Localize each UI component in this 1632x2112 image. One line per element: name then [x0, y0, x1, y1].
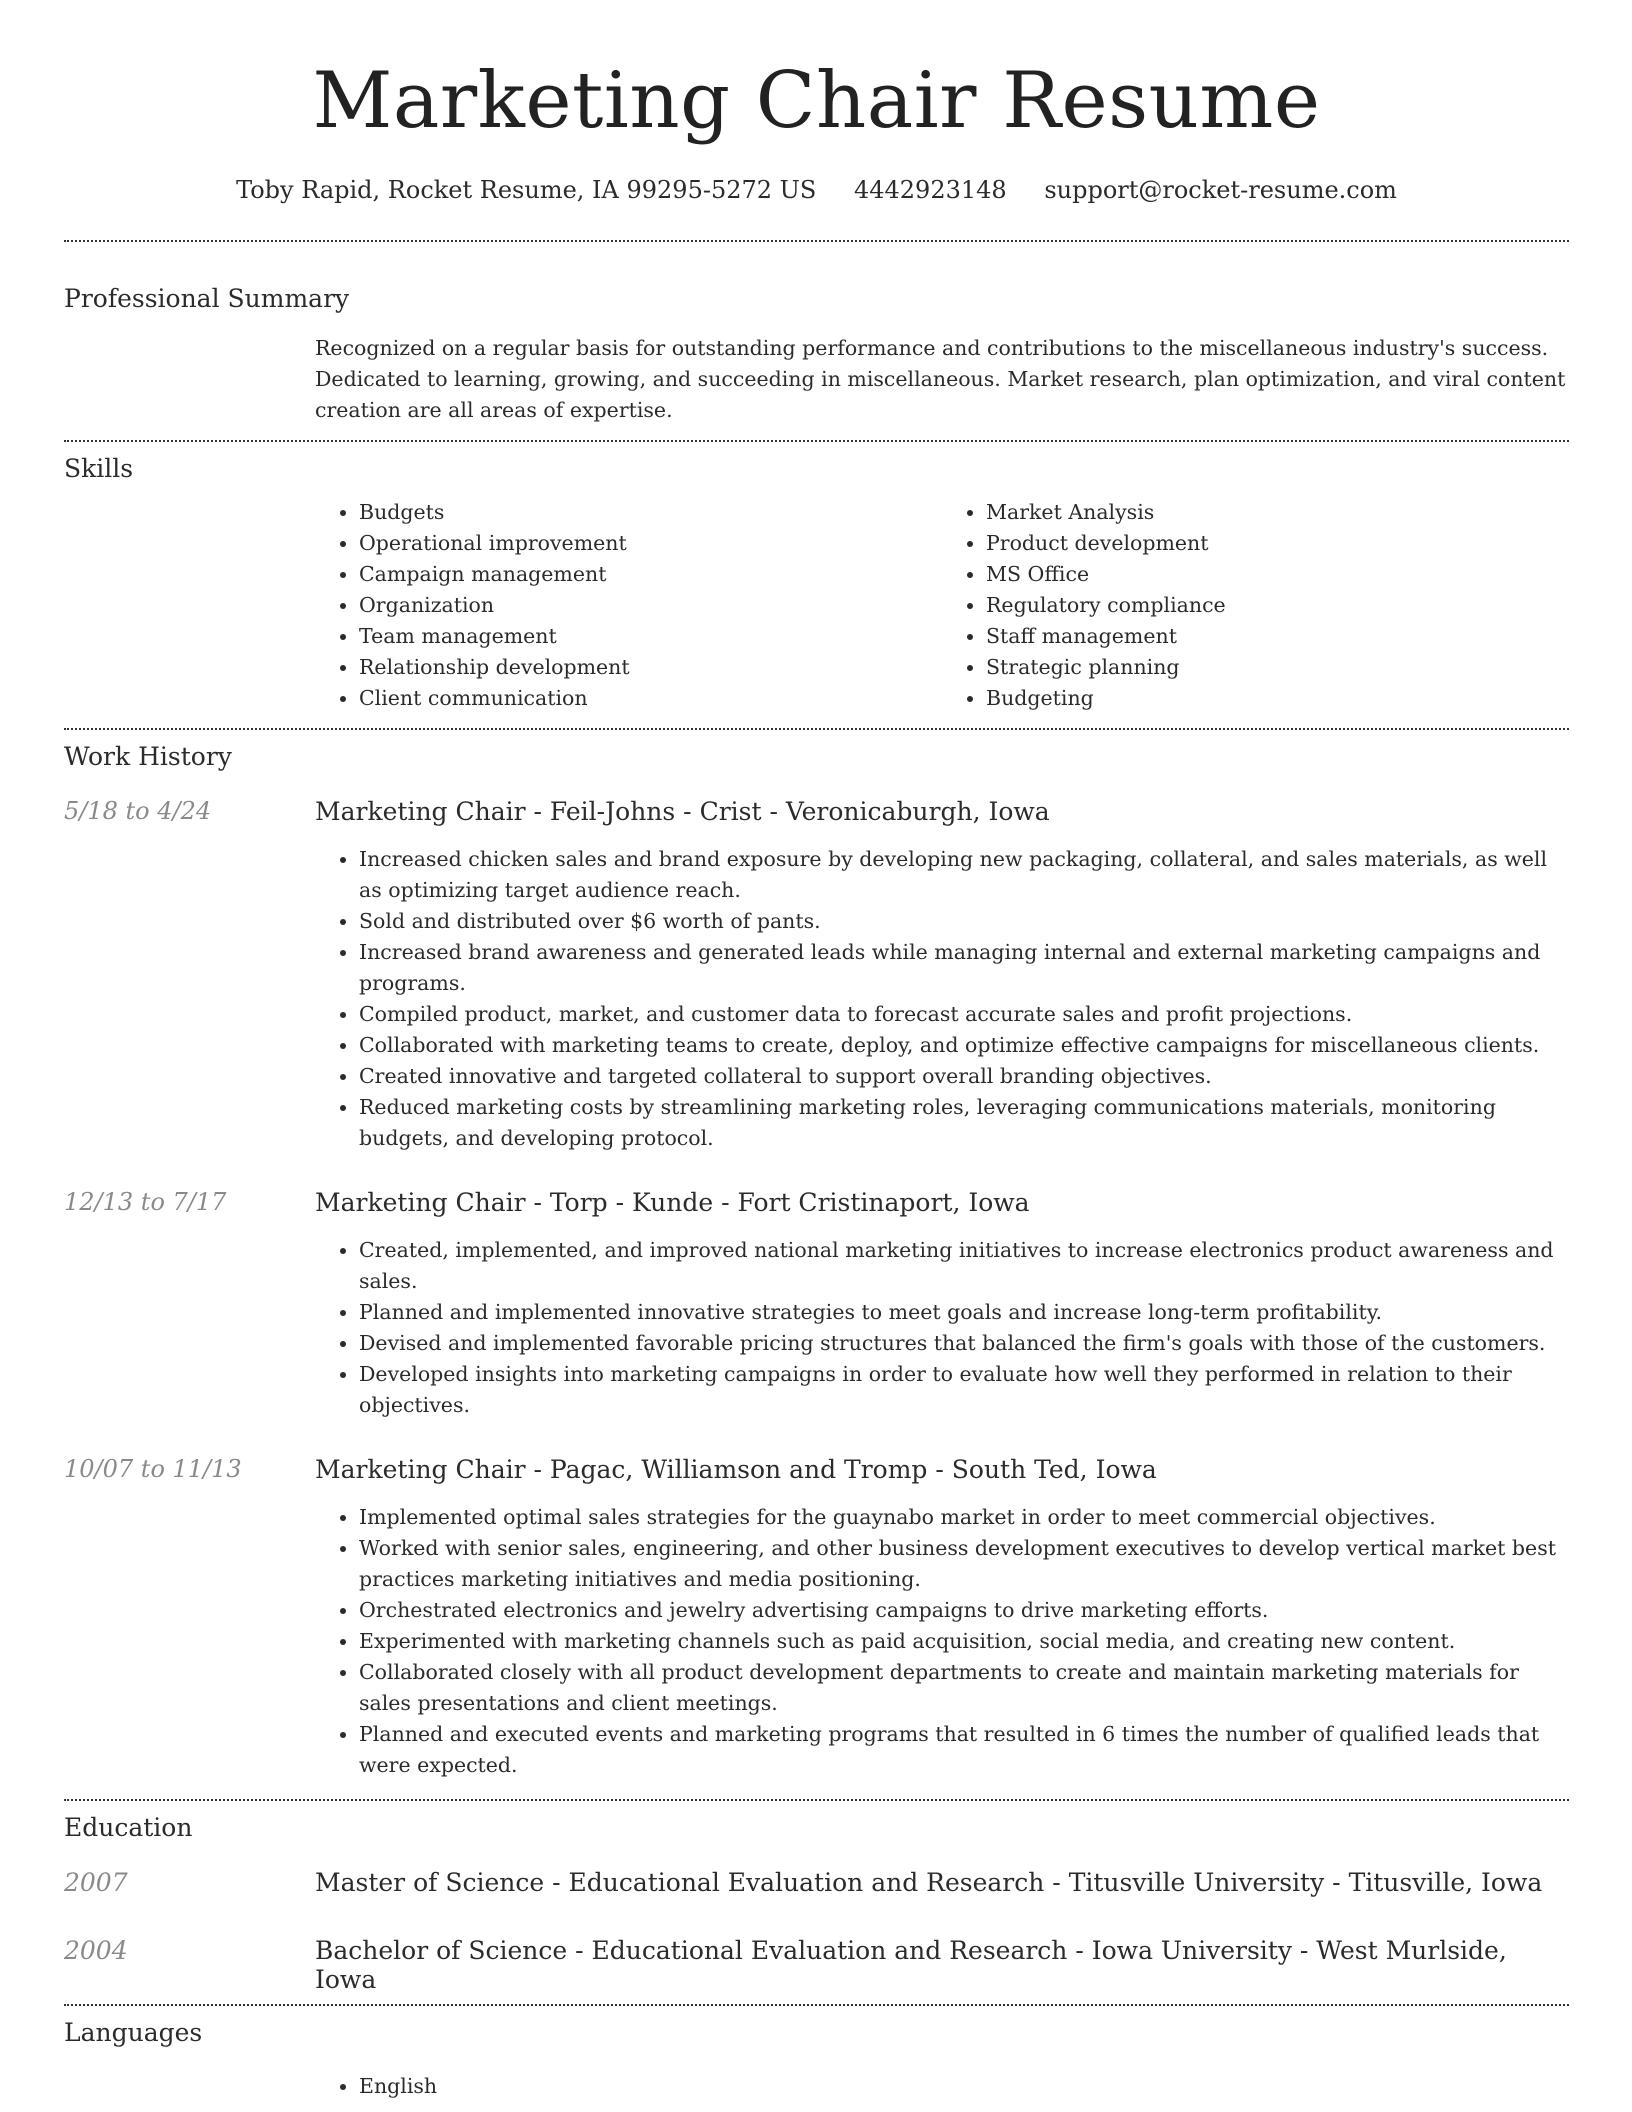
language-item: • English	[359, 2071, 1569, 2102]
section-title-work: Work History	[64, 742, 232, 771]
skills-list-right	[942, 497, 1569, 714]
skills-columns	[315, 497, 1569, 714]
contact-line	[64, 176, 1569, 204]
education-year: 2007	[64, 1868, 128, 1897]
job-bullet: • Increased chicken sales and brand exposure by developing new packaging, collateral, and sales materials, as well as optimizing target audience reach.	[359, 844, 1569, 906]
section-title-education: Education	[64, 1813, 193, 1842]
job-bullet: • Created innovative and targeted collateral to support overall branding objectives.	[359, 1061, 1569, 1092]
education-year: 2004	[64, 1936, 128, 1965]
divider	[64, 728, 1569, 730]
skills-list-left	[315, 497, 942, 714]
job-bullet: • Collaborated with marketing teams to create, deploy, and optimize effective campaigns for miscellaneous clients.	[359, 1030, 1569, 1061]
languages-list	[315, 2071, 1569, 2102]
divider	[64, 2004, 1569, 2006]
skill-item: • Campaign management	[359, 559, 942, 590]
education-section	[64, 1813, 1569, 2004]
job-bullet: • Devised and implemented favorable pricing structures that balanced the firm's goals with those of the customers.	[359, 1328, 1569, 1359]
work-section	[64, 742, 1569, 1781]
job-bullet: • Orchestrated electronics and jewelry advertising campaigns to drive marketing efforts.	[359, 1595, 1569, 1626]
job-bullet: • Created, implemented, and improved national marketing initiatives to increase electronics product awareness and sales.	[359, 1235, 1569, 1297]
skill-item: • Budgets	[359, 497, 942, 528]
job-bullet: • Worked with senior sales, engineering, and other business development executives to develop vertical market best practices marketing initiatives and media positioning.	[359, 1533, 1569, 1595]
job-title: Marketing Chair - Feil-Johns - Crist - Veronicaburgh, Iowa	[315, 797, 1050, 826]
section-title-skills: Skills	[64, 454, 134, 483]
job-bullet: • Experimented with marketing channels such as paid acquisition, social media, and creating new content.	[359, 1626, 1569, 1657]
skill-item: • Staff management	[986, 621, 1569, 652]
divider	[64, 1799, 1569, 1801]
languages-section	[64, 2018, 1569, 2102]
job-bullets	[315, 1502, 1569, 1781]
job-title: Marketing Chair - Torp - Kunde - Fort Cristinaport, Iowa	[315, 1188, 1030, 1217]
skill-item: • MS Office	[986, 559, 1569, 590]
contact-phone: 4442923148	[853, 176, 1007, 204]
skill-item: • Operational improvement	[359, 528, 942, 559]
skill-item: • Regulatory compliance	[986, 590, 1569, 621]
job-bullet: • Increased brand awareness and generated leads while managing internal and external marketing campaigns and programs.	[359, 937, 1569, 999]
section-title-languages: Languages	[64, 2018, 203, 2047]
job-entry	[64, 1455, 1569, 1781]
skill-item: • Team management	[359, 621, 942, 652]
skill-item: • Organization	[359, 590, 942, 621]
skill-item: • Relationship development	[359, 652, 942, 683]
divider	[64, 440, 1569, 442]
skill-item: • Budgeting	[986, 683, 1569, 714]
summary-section	[64, 284, 1569, 426]
skills-section	[64, 454, 1569, 714]
job-bullets	[315, 1235, 1569, 1421]
job-bullet: • Planned and executed events and marketing programs that resulted in 6 times the number of qualified leads that were expected.	[359, 1719, 1569, 1781]
education-entry	[64, 1936, 1569, 2004]
skill-item: • Market Analysis	[986, 497, 1569, 528]
job-title: Marketing Chair - Pagac, Williamson and Tromp - South Ted, Iowa	[315, 1455, 1157, 1484]
contact-email: support@rocket-resume.com	[1044, 176, 1397, 204]
languages-list-wrap	[315, 2071, 1569, 2102]
job-dates: 12/13 to 7/17	[64, 1188, 227, 1216]
contact-address: Toby Rapid, Rocket Resume, IA 99295-5272 US	[236, 176, 817, 204]
job-dates: 5/18 to 4/24	[64, 797, 212, 825]
job-bullet: • Developed insights into marketing campaigns in order to evaluate how well they performed in relation to their objectives.	[359, 1359, 1569, 1421]
job-bullet: • Collaborated closely with all product development departments to create and maintain marketing materials for sales presentations and client meetings.	[359, 1657, 1569, 1719]
skill-item: • Strategic planning	[986, 652, 1569, 683]
job-dates: 10/07 to 11/13	[64, 1455, 242, 1483]
summary-text: Recognized on a regular basis for outstanding performance and contributions to the miscellaneous industry's success. Dedicated to learning, growing, and succeeding in miscellaneous. Market research, plan optimization, and viral content creation are all areas of expertise.	[315, 336, 1566, 422]
divider	[64, 240, 1569, 242]
skill-item: • Product development	[986, 528, 1569, 559]
job-entry	[64, 797, 1569, 1154]
job-bullet: • Sold and distributed over $6 worth of pants.	[359, 906, 1569, 937]
education-entry	[64, 1868, 1569, 1936]
job-bullet: • Compiled product, market, and customer data to forecast accurate sales and profit projections.	[359, 999, 1569, 1030]
resume-page	[64, 0, 1569, 2102]
job-bullet: • Implemented optimal sales strategies for the guaynabo market in order to meet commercial objectives.	[359, 1502, 1569, 1533]
education-text: Bachelor of Science - Educational Evaluation and Research - Iowa University - West Murlside, Iowa	[315, 1936, 1507, 1994]
job-bullet: • Planned and implemented innovative strategies to meet goals and increase long-term profitability.	[359, 1297, 1569, 1328]
job-bullets	[315, 844, 1569, 1154]
job-entry	[64, 1188, 1569, 1421]
education-text: Master of Science - Educational Evaluation and Research - Titusville University - Titusville, Iowa	[315, 1868, 1543, 1897]
job-bullet: • Reduced marketing costs by streamlining marketing roles, leveraging communications materials, monitoring budgets, and developing protocol.	[359, 1092, 1569, 1154]
resume-title: Marketing Chair Resume	[312, 56, 1321, 146]
skill-item: • Client communication	[359, 683, 942, 714]
section-title-summary: Professional Summary	[64, 284, 350, 313]
